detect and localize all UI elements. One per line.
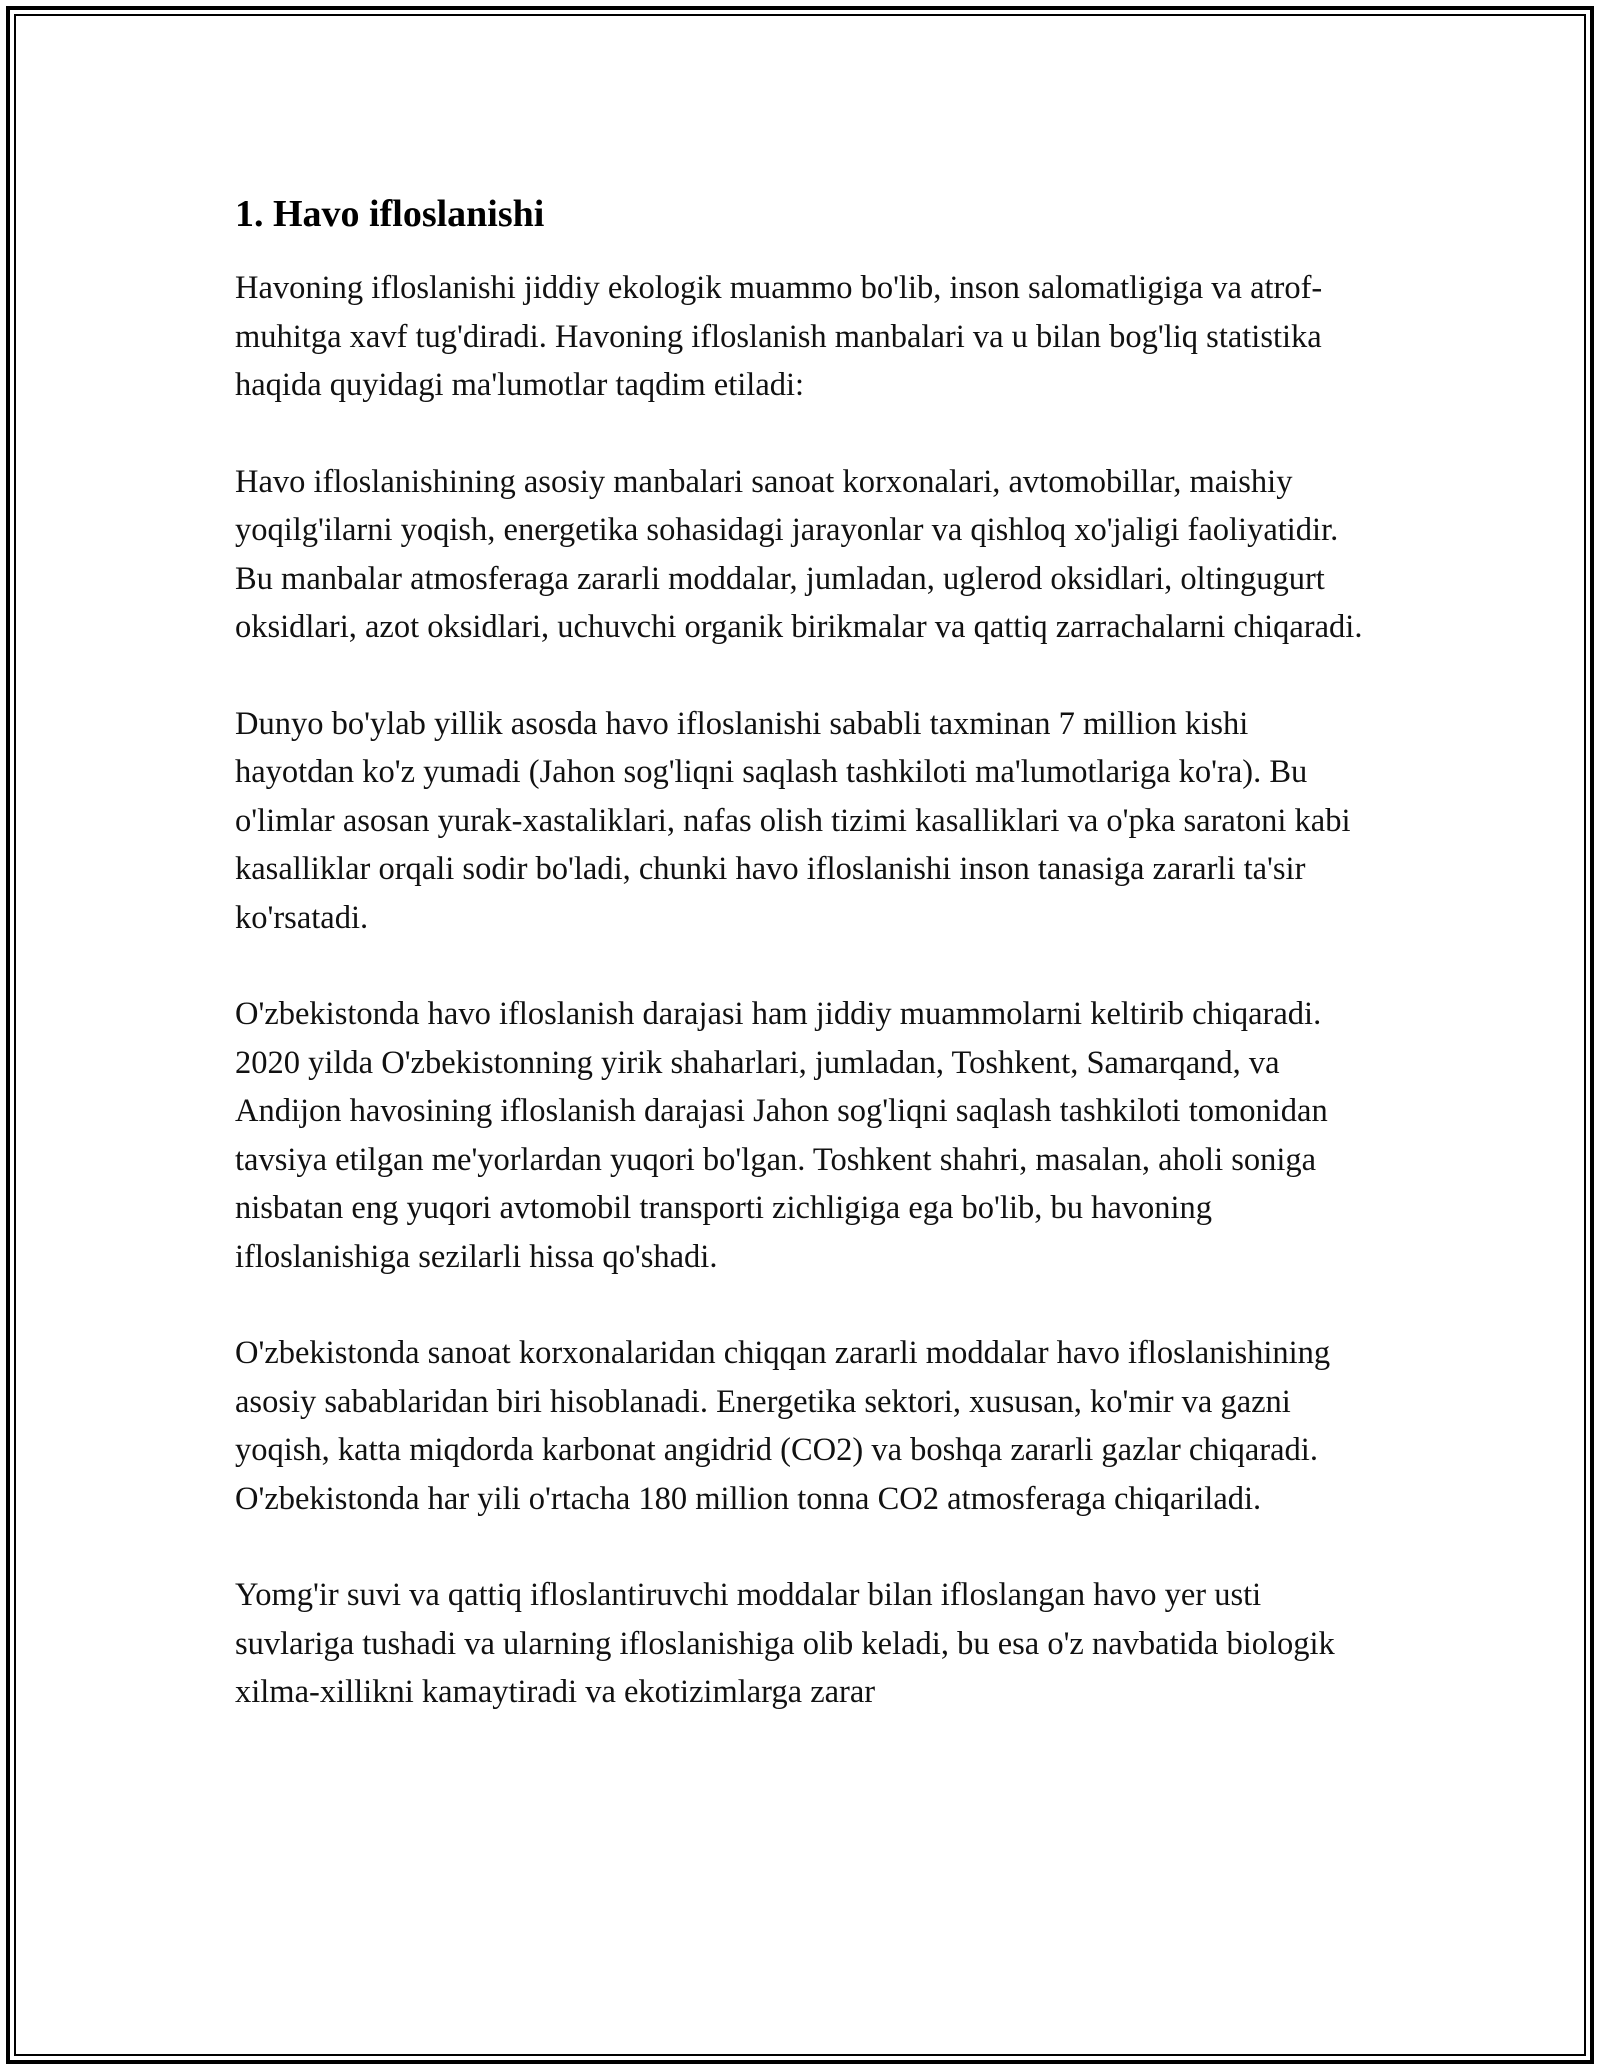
paragraph-global-deaths: Dunyo bo'ylab yillik asosda havo ifloslanishi sababli taxminan 7 million kishi hayotdan ko'z yumadi (Jahon sog'liqni saqlash tashkiloti ma'lumotlariga ko'ra). Bu o'limlar asosan yurak-xastaliklari, nafas olish tizimi kasalliklari va o'pka saratoni kabi kasalliklar orqali sodir bo'ladi, chunki havo ifloslanishi inson tanasiga zararli ta'sir ko'rsatadi. <box>235 705 1351 936</box>
paragraph-uzbekistan-levels: O'zbekistonda havo ifloslanish darajasi ham jiddiy muammolarni keltirib chiqaradi. 2020 yilda O'zbekistonning yirik shaharlari, jumladan, Toshkent, Samarqand, va Andijon havosining ifloslanish darajasi Jahon sog'liqni saqlash tashkiloti tomonidan tavsiya etilgan me'yorlardan yuqori bo'lgan. Toshkent shahri, masalan, aholi soniga nisbatan eng yuqori avtomobil transporti zichligiga ega bo'lib, bu havoning ifloslanishiga sezilarli hissa qo'shadi. <box>235 996 1328 1275</box>
paragraph-water-pollution: Yomg'ir suvi va qattiq ifloslantiruvchi moddalar bilan ifloslangan havo yer usti suvlariga tushadi va ularning ifloslanishiga olib keladi, bu esa o'z navbatida biologik xilma-xillikni kamaytiradi va ekotizimlarga zarar <box>235 1577 1335 1710</box>
section-heading: 1. Havo ifloslanishi <box>235 193 545 235</box>
paragraph-industry-emissions: O'zbekistonda sanoat korxonalaridan chiqqan zararli moddalar havo ifloslanishining asosiy sabablaridan biri hisoblanadi. Energetika sektori, xususan, ko'mir va gazni yoqish, katta miqdorda karbonat angidrid (CO2) va boshqa zararli gazlar chiqaradi. O'zbekistonda har yili o'rtacha 180 million tonna CO2 atmosferaga chiqariladi. <box>235 1335 1331 1517</box>
paragraph-intro: Havoning ifloslanishi jiddiy ekologik muammo bo'lib, inson salomatligiga va atrof-muhitga xavf tug'diradi. Havoning ifloslanish manbalari va u bilan bog'liq statistika haqida quyidagi ma'lumotlar taqdim etiladi: <box>235 270 1323 403</box>
paragraph-sources: Havo ifloslanishining asosiy manbalari sanoat korxonalari, avtomobillar, maishiy yoqilg'ilarni yoqish, energetika sohasidagi jarayonlar va qishloq xo'jaligi faoliyatidir. Bu manbalar atmosferaga zararli moddalar, jumladan, uglerod oksidlari, oltingugurt oksidlari, azot oksidlari, uchuvchi organik birikmalar va qattiq zarrachalarni chiqaradi. <box>235 463 1363 645</box>
document-body <box>235 188 1365 1765</box>
